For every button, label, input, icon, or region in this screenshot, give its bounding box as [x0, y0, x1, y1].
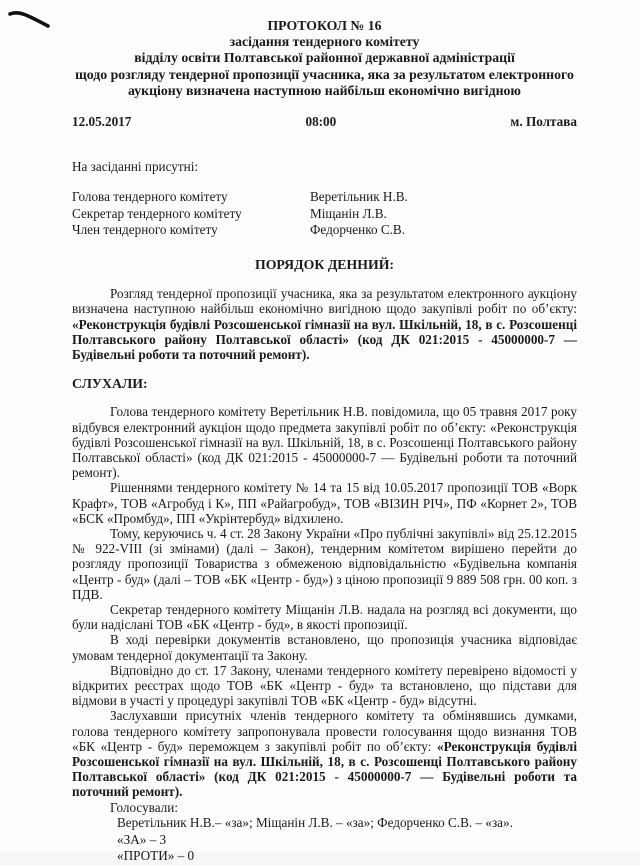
- attendee-role: Член тендерного комітету: [72, 222, 218, 238]
- body-paragraph: [72, 526, 577, 602]
- voting-results: Веретільник Н.В.– «за»; Міщанін Л.В. – «за»; Федорченко С.В. – «за».: [117, 814, 513, 830]
- body-paragraph: [72, 404, 577, 480]
- subtitle-line: засідання тендерного комітету: [229, 34, 420, 50]
- votes-against: «ПРОТИ» – 0: [117, 848, 195, 864]
- body-paragraph: [72, 602, 577, 632]
- meeting-date: 12.05.2017: [72, 114, 132, 130]
- votes-for: «ЗА» – 3: [117, 831, 167, 847]
- heard-body: [72, 404, 577, 865]
- pen-stroke-mark: [7, 7, 53, 33]
- title-block: [72, 18, 577, 99]
- attendee-name: Міщанін Л.В.: [310, 205, 387, 221]
- body-paragraph: [72, 480, 577, 526]
- paragraph-text: Голова тендерного комітету Веретільник Н.В. повідомила, що 05 травня 2017 року відбувся електронний аукціон щодо предмета закупівлі робіт по об’єкту: «Реконструкція будівлі Розсошенської гімназії на вул. Шкільній, 18, в с. Розсошенці Полтавського району Полтавської області» (код ДК 021:2015 - 45000000-7 — Будівельні роботи та поточний ремонт).: [72, 404, 577, 481]
- agenda-text: Розгляд тендерної пропозиції учасника, яка за результатом електронного аукціону визначена наступною найбільш економічно вигідною щодо закупівлі робіт по об’єкту:: [72, 286, 577, 317]
- date-row: [72, 114, 577, 129]
- attendee-name: Федорченко С.В.: [310, 222, 406, 238]
- protocol-title: ПРОТОКОЛ № 16: [267, 18, 382, 33]
- paragraph-text: Відповідно до ст. 17 Закону, членами тендерного комітету перевірено відомості у відкритих реєстрах щодо ТОВ «БК «Центр - буд» та встановлено, що підстави для відмови в участі у процедурі закупівлі ТОВ «БК «Центр - буд» відсутні.: [72, 662, 577, 709]
- paragraph-object-text: «Реконструкція будівлі Розсошенської гімназії на вул. Шкільній, 18, в с. Розсошенці Полтавського району Полтавської області» (код ДК 021:2015 - 45000000-7 — Будівельні роботи та поточний ремонт).: [72, 738, 577, 800]
- attendee-role: Секретар тендерного комітету: [72, 205, 242, 221]
- agenda-paragraph: [72, 286, 577, 362]
- attendee-role: Голова тендерного комітету: [72, 189, 228, 205]
- agenda-heading: ПОРЯДОК ДЕННИЙ:: [254, 256, 395, 272]
- body-paragraph: [72, 708, 577, 799]
- attendee-row: [72, 189, 577, 206]
- heard-heading: СЛУХАЛИ:: [72, 376, 148, 392]
- paragraph-text: Заслухавши присутніх членів тендерного комітету та обмінявшись думками, голова тендерного комітету запропонувала провести голосування щодо визнання ТОВ «БК «Центр - буд» переможцем з закупівлі робіт по об’єкту:: [72, 708, 577, 754]
- agenda-object-text: «Реконструкція будівлі Розсошенської гімназії на вул. Шкільній, 18, в с. Розсошенці Полтавського району Полтавської області» (код ДК 021:2015 - 45000000-7 — Будівельні роботи та поточний ремонт).: [72, 316, 577, 362]
- paragraph-text: Секретар тендерного комітету Міщанін Л.В. надала на розгляд всі документи, що були надіслані ТОВ «БК «Центр - буд», в якості пропозиції.: [72, 601, 577, 633]
- attendee-row: [72, 222, 577, 239]
- subtitle-line: аукціону визначена наступною найбільш економічно вигідною: [128, 82, 521, 98]
- present-heading: На засіданні присутні:: [72, 159, 199, 175]
- paragraph-text: В ході перевірки документів встановлено, що пропозиція учасника відповідає умовам тендерної документації та Закону.: [72, 632, 577, 663]
- meeting-time: 08:00: [305, 114, 337, 130]
- subtitle-line: відділу освіти Полтавської районної державної адміністрації: [134, 50, 515, 66]
- body-paragraph: [72, 663, 577, 709]
- attendee-row: [72, 206, 577, 223]
- paragraph-text: Тому, керуючись ч. 4 ст. 28 Закону України «Про публічні закупівлі» від 25.12.2015 № 922-VIII (зі змінами) (далі – Закон), тендерним комітетом вирішено перейти до розгляду пропозиції Товариства з обмеженою відповідальністю «Будівельна компанія «Центр - буд» (далі – ТОВ «БК «Центр - буд») з ціною пропозиції 9 889 508 грн. 00 коп. з ПДВ.: [72, 525, 577, 602]
- attendee-name: Веретільник Н.В.: [310, 189, 408, 205]
- paragraph-text: Рішеннями тендерного комітету № 14 та 15 від 10.05.2017 пропозиції ТОВ «Ворк Крафт», ТОВ «Агробуд і К», ПП «Райагробуд», ТОВ «ВІЗИН РІЧ», ПФ «Корнет 2», ТОВ «БСК «Промбуд», ПП «Укрінтербуд» відхилено.: [72, 480, 577, 526]
- voting-heading: Голосували:: [110, 799, 178, 815]
- body-paragraph: [72, 632, 577, 662]
- subtitle-line: щодо розгляду тендерної пропозиції учасника, яка за результатом електронного: [75, 66, 574, 82]
- attendees-list: [72, 189, 577, 239]
- meeting-place: м. Полтава: [510, 114, 577, 130]
